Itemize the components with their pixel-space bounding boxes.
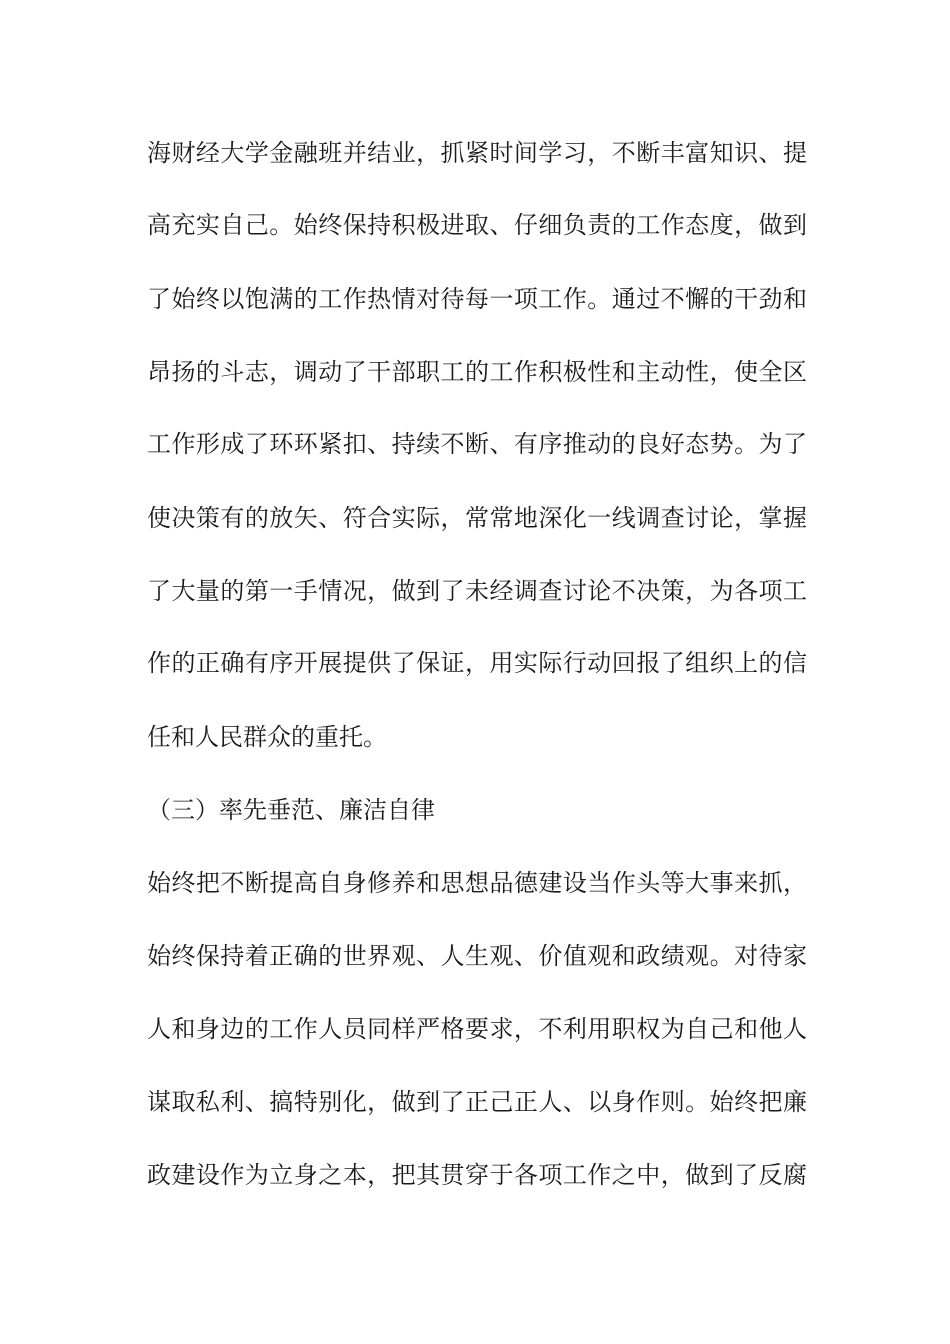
paragraph-line: 了始终以饱满的工作热情对待每一项工作。通过不懈的干劲和 xyxy=(147,285,807,313)
paragraph-line: 高充实自己。始终保持积极进取、仔细负责的工作态度，做到 xyxy=(147,211,807,239)
paragraph-line: 政建设作为立身之本，把其贯穿于各项工作之中，做到了反腐 xyxy=(147,1161,807,1189)
paragraph-line: 任和人民群众的重托。 xyxy=(147,723,387,751)
paragraph-line: 始终把不断提高自身修养和思想品德建设当作头等大事来抓， xyxy=(147,869,807,897)
paragraph-line: 人和身边的工作人员同样严格要求，不利用职权为自己和他人 xyxy=(147,1015,807,1043)
section-heading: （三）率先垂范、廉洁自律 xyxy=(147,796,435,824)
paragraph-line: 海财经大学金融班并结业，抓紧时间学习，不断丰富知识、提 xyxy=(147,139,807,167)
paragraph-line: 昂扬的斗志，调动了干部职工的工作积极性和主动性，使全区 xyxy=(147,358,807,386)
paragraph-line: 谋取私利、搞特别化，做到了正己正人、以身作则。始终把廉 xyxy=(147,1088,807,1116)
paragraph-line: 作的正确有序开展提供了保证，用实际行动回报了组织上的信 xyxy=(147,649,807,677)
paragraph-line: 工作形成了环环紧扣、持续不断、有序推动的良好态势。为了 xyxy=(147,430,807,458)
paragraph-line: 始终保持着正确的世界观、人生观、价值观和政绩观。对待家 xyxy=(147,942,807,970)
paragraph-line: 使决策有的放矢、符合实际，常常地深化一线调查讨论，掌握 xyxy=(147,504,807,532)
paragraph-line: 了大量的第一手情况，做到了未经调查讨论不决策，为各项工 xyxy=(147,577,807,605)
